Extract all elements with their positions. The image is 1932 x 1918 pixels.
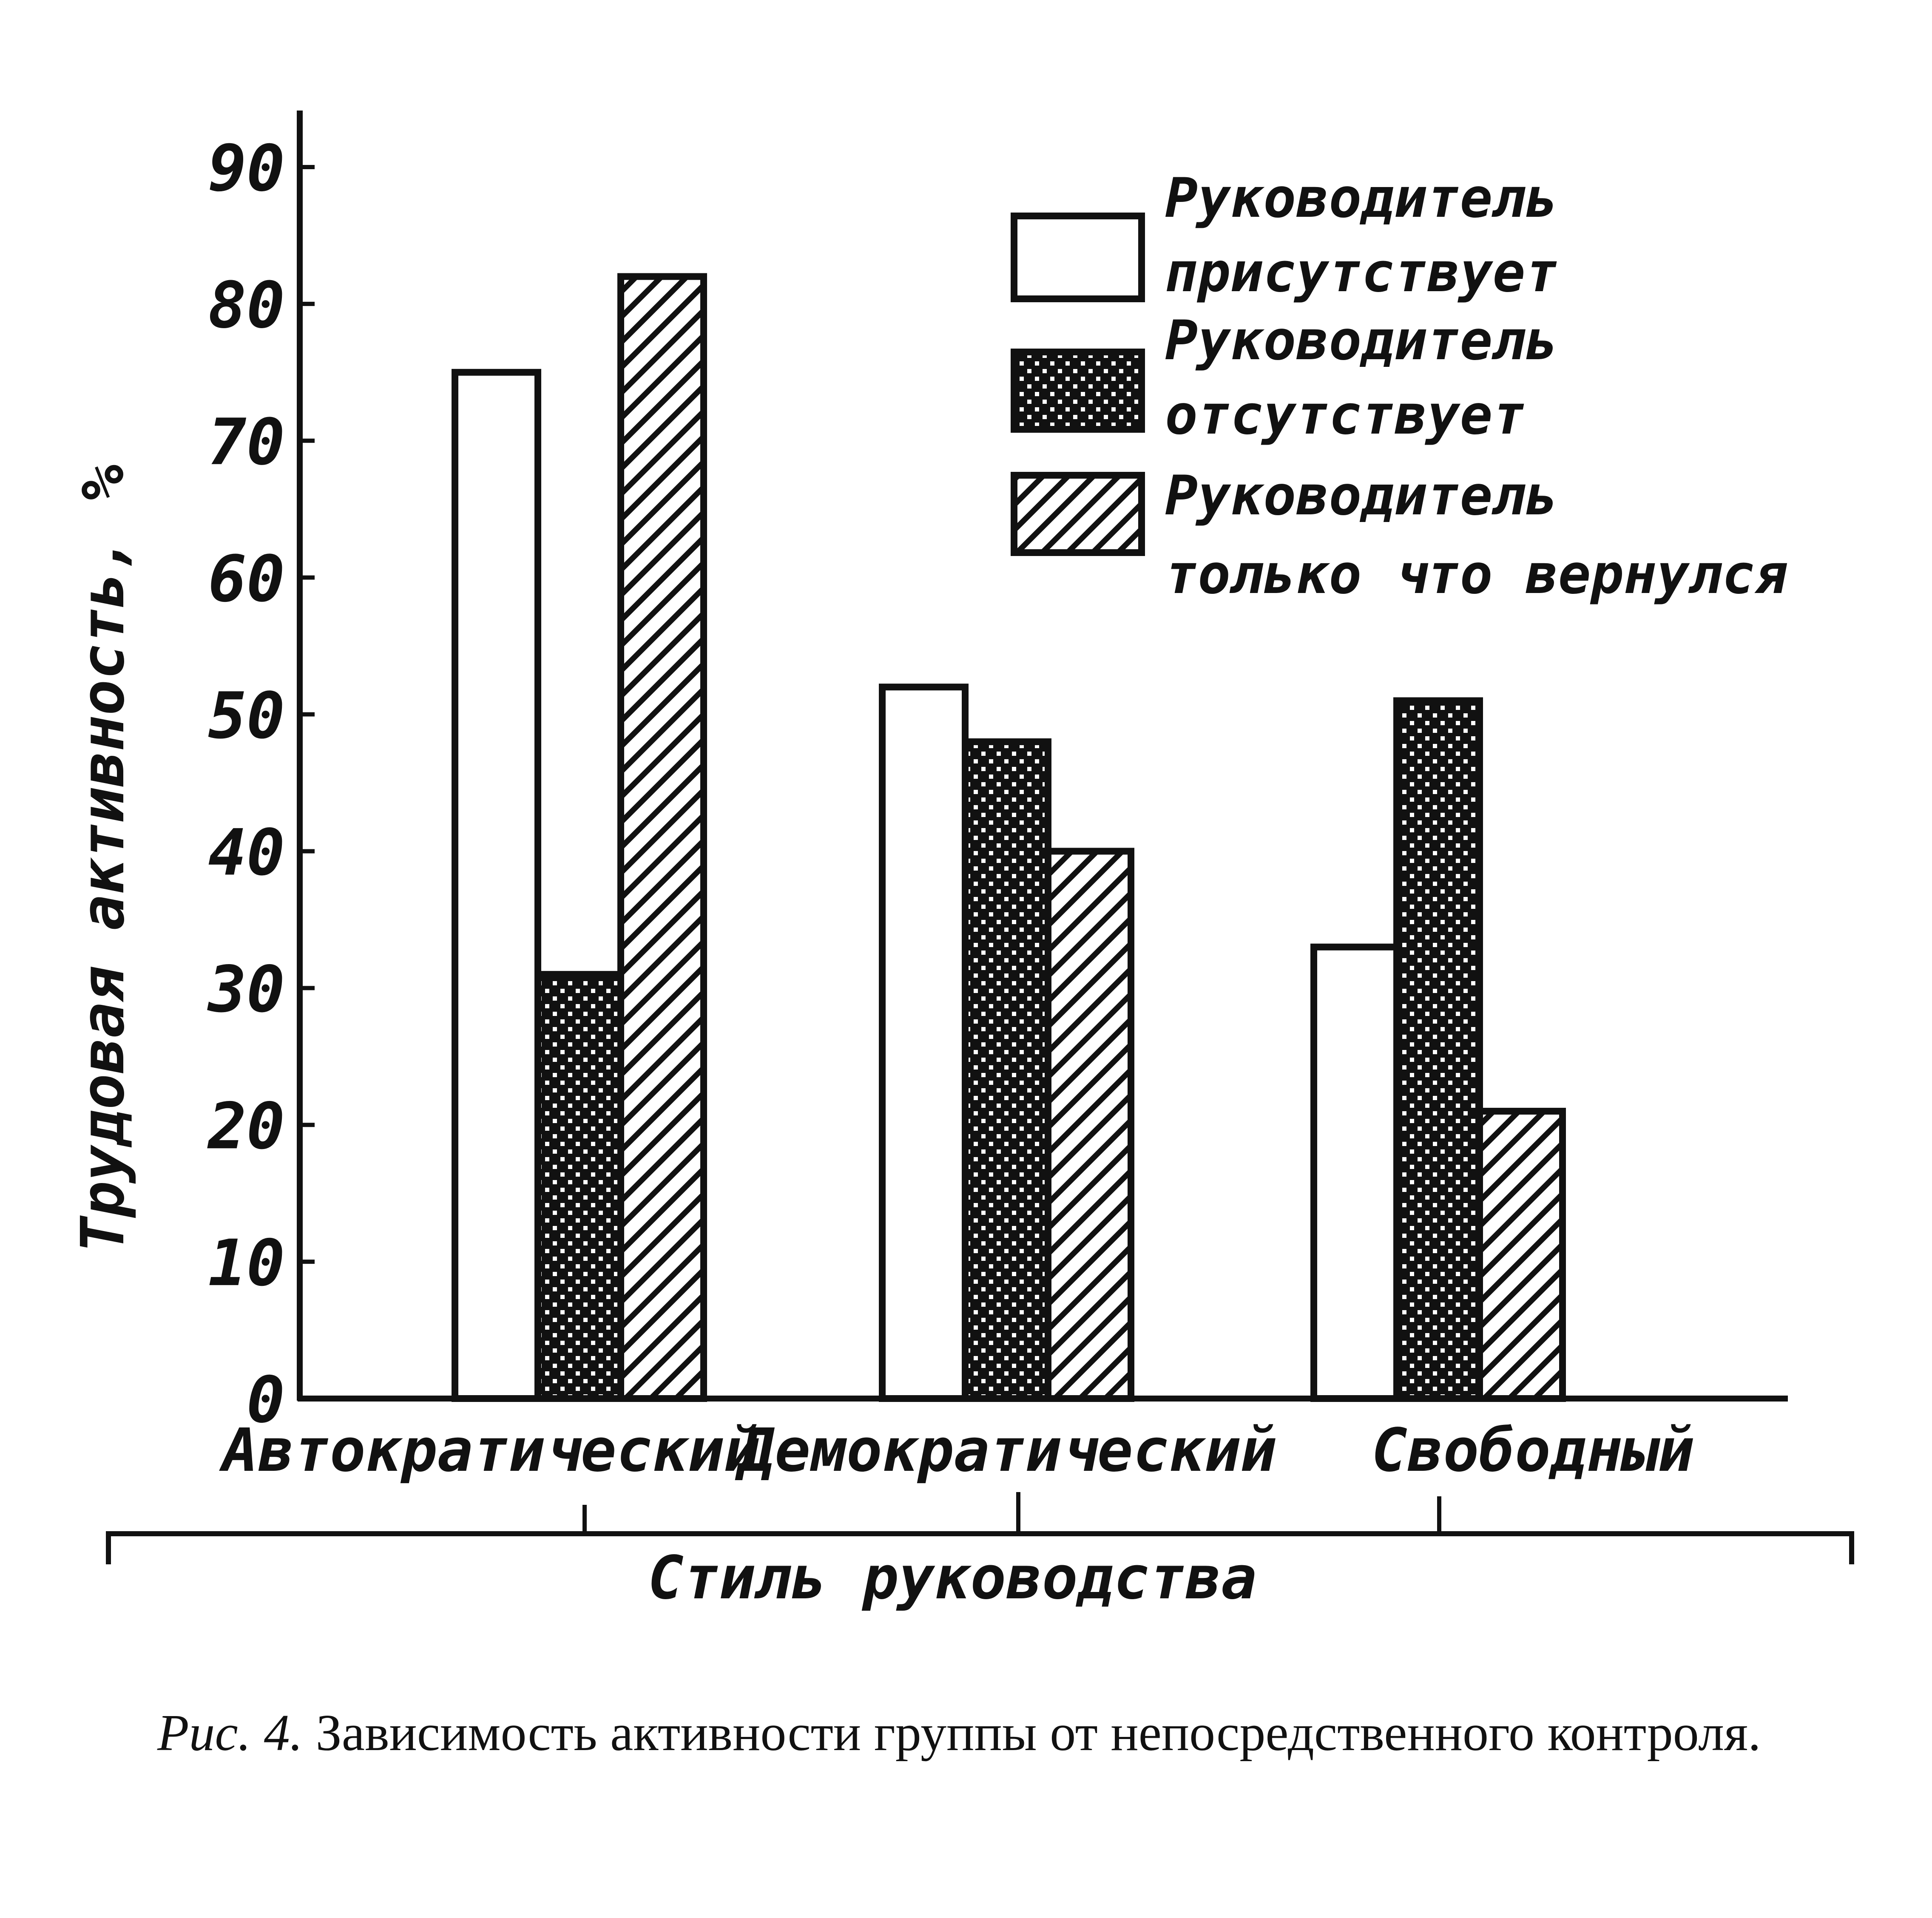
y-tick-label-60: 60 [208,542,285,616]
x-axis-label: Стиль руководства [648,1543,1257,1613]
y-tick-label-40: 40 [208,816,285,890]
legend-label-present-1: Руководитель [1165,167,1558,230]
y-tick-label-0: 0 [246,1363,285,1437]
category-label-3: Свободный [1371,1416,1694,1485]
bar-present-3 [1314,947,1397,1399]
y-axis-label: Трудовая активность, % [68,464,138,1253]
category-label-1: Автократический [222,1416,760,1485]
legend-swatch-present [1014,216,1142,299]
legend-swatch-absent [1014,352,1142,429]
bar-absent-1 [538,974,621,1399]
legend-swatch-returned [1014,475,1142,553]
bar-absent-2 [965,742,1048,1399]
y-tick-label-80: 80 [208,268,285,343]
bar-returned-1 [621,277,704,1399]
y-tick-label-90: 90 [208,132,285,206]
legend-label-returned-2: только что вернулся [1165,543,1788,606]
y-tick-label-10: 10 [208,1226,285,1301]
figure-caption [64,1696,1871,1770]
bar-present-1 [455,372,538,1399]
legend-label-present-2: присутствует [1165,241,1558,304]
figure-label: Рис. 4. [157,1704,303,1762]
bar-returned-3 [1480,1111,1563,1399]
bar-present-2 [882,687,965,1399]
legend-label-returned-1: Руководитель [1165,464,1558,528]
legend-label-absent-2: отсутствует [1165,383,1526,447]
bar-returned-2 [1048,851,1131,1399]
legend-label-absent-1: Руководитель [1165,309,1558,372]
y-tick-label-20: 20 [208,1090,285,1164]
caption-text: Зависимость активности группы от непосредственного контроля. [315,1704,1761,1762]
category-labels [219,1416,1694,1485]
y-tick-label-30: 30 [208,953,285,1027]
legend [1014,167,1787,606]
y-tick-label-70: 70 [208,405,285,480]
y-tick-label-50: 50 [208,679,285,753]
bar-absent-3 [1397,701,1480,1399]
category-label-2: Демократический [739,1416,1277,1485]
